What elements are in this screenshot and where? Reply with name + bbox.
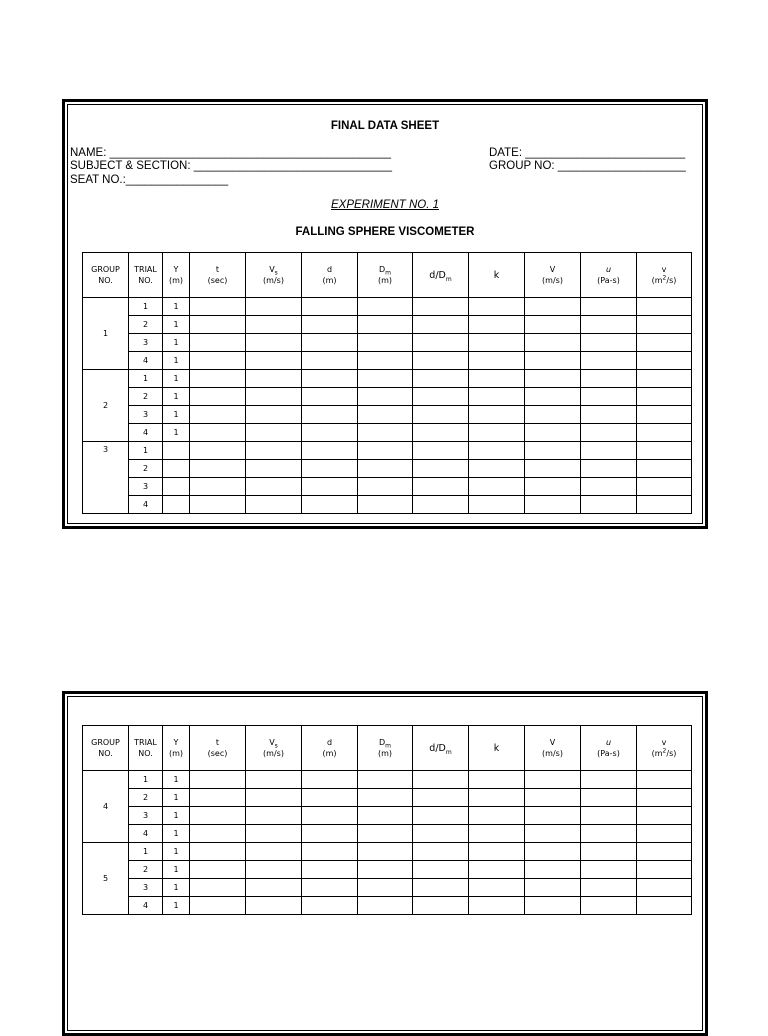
entry-cell[interactable] xyxy=(190,460,246,478)
entry-cell[interactable] xyxy=(246,442,302,460)
table-row xyxy=(83,352,692,370)
entry-cell[interactable] xyxy=(246,298,302,316)
entry-cell[interactable] xyxy=(358,843,413,861)
entry-cell[interactable] xyxy=(190,879,246,897)
table-row xyxy=(83,861,692,879)
entry-cell[interactable] xyxy=(413,370,469,388)
table-row xyxy=(83,496,692,514)
subject-section-field[interactable]: SUBJECT & SECTION: _______________________________ xyxy=(70,160,393,172)
y-cell: 1 xyxy=(163,807,190,825)
entry-cell[interactable] xyxy=(302,496,358,514)
header-y: Y (m) xyxy=(163,253,190,298)
entry-cell[interactable] xyxy=(358,460,413,478)
header-v: V (m/s) xyxy=(525,726,581,771)
entry-cell[interactable] xyxy=(637,406,692,424)
header-t: t (sec) xyxy=(190,726,246,771)
trial-no-cell: 1 xyxy=(129,370,163,388)
entry-cell[interactable] xyxy=(413,789,469,807)
entry-cell[interactable] xyxy=(525,825,581,843)
entry-cell[interactable] xyxy=(413,771,469,789)
data-sheet-page-1 xyxy=(62,99,708,529)
entry-cell[interactable] xyxy=(525,843,581,861)
entry-cell[interactable] xyxy=(358,316,413,334)
entry-cell[interactable] xyxy=(358,478,413,496)
data-table xyxy=(82,252,692,514)
entry-cell[interactable] xyxy=(525,334,581,352)
entry-cell[interactable] xyxy=(469,879,525,897)
entry-cell[interactable] xyxy=(469,334,525,352)
entry-cell[interactable] xyxy=(190,406,246,424)
entry-cell[interactable] xyxy=(637,789,692,807)
entry-cell[interactable] xyxy=(413,496,469,514)
entry-cell[interactable] xyxy=(469,406,525,424)
entry-cell[interactable] xyxy=(246,879,302,897)
entry-cell[interactable] xyxy=(358,406,413,424)
table-row xyxy=(83,442,692,460)
entry-cell[interactable] xyxy=(413,424,469,442)
trial-no-cell: 4 xyxy=(129,352,163,370)
y-cell xyxy=(163,460,190,478)
y-cell xyxy=(163,496,190,514)
entry-cell[interactable] xyxy=(302,442,358,460)
table-row xyxy=(83,316,692,334)
experiment-heading: EXPERIMENT NO. 1 xyxy=(331,199,439,211)
table-row xyxy=(83,334,692,352)
header-t: t (sec) xyxy=(190,253,246,298)
entry-cell[interactable] xyxy=(190,897,246,915)
entry-cell[interactable] xyxy=(358,298,413,316)
entry-cell[interactable] xyxy=(581,496,637,514)
y-cell: 1 xyxy=(163,861,190,879)
trial-no-cell: 2 xyxy=(129,789,163,807)
entry-cell[interactable] xyxy=(302,298,358,316)
entry-cell[interactable] xyxy=(637,843,692,861)
entry-cell[interactable] xyxy=(246,406,302,424)
entry-cell[interactable] xyxy=(581,442,637,460)
entry-cell[interactable] xyxy=(302,843,358,861)
trial-no-cell: 4 xyxy=(129,496,163,514)
trial-no-cell: 3 xyxy=(129,807,163,825)
entry-cell[interactable] xyxy=(358,442,413,460)
entry-cell[interactable] xyxy=(413,388,469,406)
entry-cell[interactable] xyxy=(413,334,469,352)
entry-cell[interactable] xyxy=(246,897,302,915)
entry-cell[interactable] xyxy=(469,843,525,861)
y-cell: 1 xyxy=(163,879,190,897)
trial-no-cell: 4 xyxy=(129,825,163,843)
entry-cell[interactable] xyxy=(525,298,581,316)
entry-cell[interactable] xyxy=(302,478,358,496)
entry-cell[interactable] xyxy=(469,807,525,825)
entry-cell[interactable] xyxy=(358,897,413,915)
entry-cell[interactable] xyxy=(190,388,246,406)
entry-cell[interactable] xyxy=(581,352,637,370)
entry-cell[interactable] xyxy=(358,825,413,843)
seat-no-field[interactable]: SEAT NO.:________________ xyxy=(70,174,229,186)
entry-cell[interactable] xyxy=(190,298,246,316)
entry-cell[interactable] xyxy=(190,334,246,352)
group-no-field[interactable]: GROUP NO: ____________________ xyxy=(489,160,686,172)
entry-cell[interactable] xyxy=(358,370,413,388)
entry-cell[interactable] xyxy=(525,352,581,370)
entry-cell[interactable] xyxy=(246,424,302,442)
table-row xyxy=(83,789,692,807)
y-cell xyxy=(163,478,190,496)
y-cell xyxy=(163,442,190,460)
entry-cell[interactable] xyxy=(413,897,469,915)
entry-cell[interactable] xyxy=(413,352,469,370)
group-no-cell: 1 xyxy=(83,298,129,370)
trial-no-cell: 1 xyxy=(129,771,163,789)
entry-cell[interactable] xyxy=(302,460,358,478)
y-cell: 1 xyxy=(163,388,190,406)
entry-cell[interactable] xyxy=(525,771,581,789)
table-row xyxy=(83,825,692,843)
entry-cell[interactable] xyxy=(413,861,469,879)
entry-cell[interactable] xyxy=(525,316,581,334)
entry-cell[interactable] xyxy=(581,370,637,388)
entry-cell[interactable] xyxy=(302,406,358,424)
trial-no-cell: 3 xyxy=(129,879,163,897)
data-table xyxy=(82,725,692,915)
entry-cell[interactable] xyxy=(637,316,692,334)
entry-cell[interactable] xyxy=(581,789,637,807)
entry-cell[interactable] xyxy=(525,478,581,496)
entry-cell[interactable] xyxy=(190,771,246,789)
entry-cell[interactable] xyxy=(302,370,358,388)
entry-cell[interactable] xyxy=(525,897,581,915)
table-row xyxy=(83,807,692,825)
experiment-subtitle: FALLING SPHERE VISCOMETER xyxy=(295,226,475,238)
entry-cell[interactable] xyxy=(190,424,246,442)
entry-cell[interactable] xyxy=(581,334,637,352)
entry-cell[interactable] xyxy=(637,879,692,897)
y-cell: 1 xyxy=(163,334,190,352)
date-field[interactable]: DATE: _________________________ xyxy=(489,147,686,159)
entry-cell[interactable] xyxy=(413,843,469,861)
entry-cell[interactable] xyxy=(525,496,581,514)
entry-cell[interactable] xyxy=(413,442,469,460)
entry-cell[interactable] xyxy=(190,316,246,334)
table-row xyxy=(83,460,692,478)
entry-cell[interactable] xyxy=(302,861,358,879)
y-cell: 1 xyxy=(163,424,190,442)
trial-no-cell: 3 xyxy=(129,334,163,352)
table-row xyxy=(83,388,692,406)
trial-no-cell: 2 xyxy=(129,388,163,406)
entry-cell[interactable] xyxy=(637,352,692,370)
entry-cell[interactable] xyxy=(190,807,246,825)
entry-cell[interactable] xyxy=(581,807,637,825)
entry-cell[interactable] xyxy=(302,825,358,843)
entry-cell[interactable] xyxy=(525,861,581,879)
entry-cell[interactable] xyxy=(469,352,525,370)
header-mu: u (Pa-s) xyxy=(581,253,637,298)
entry-cell[interactable] xyxy=(637,388,692,406)
entry-cell[interactable] xyxy=(302,897,358,915)
entry-cell[interactable] xyxy=(358,334,413,352)
y-cell: 1 xyxy=(163,897,190,915)
entry-cell[interactable] xyxy=(190,478,246,496)
header-k: k xyxy=(469,726,525,771)
entry-cell[interactable] xyxy=(637,807,692,825)
trial-no-cell: 1 xyxy=(129,298,163,316)
table-row xyxy=(83,897,692,915)
entry-cell[interactable] xyxy=(637,825,692,843)
header-d-over-dm: $d/D_m$ xyxy=(413,726,469,771)
table-row xyxy=(83,771,692,789)
header-dm: $D_m$ (m) xyxy=(358,253,413,298)
entry-cell[interactable] xyxy=(525,879,581,897)
header-v: V (m/s) xyxy=(525,253,581,298)
y-cell: 1 xyxy=(163,825,190,843)
entry-cell[interactable] xyxy=(637,897,692,915)
header-vs: $V_s$ (m/s) xyxy=(246,726,302,771)
entry-cell[interactable] xyxy=(581,771,637,789)
trial-no-cell: 2 xyxy=(129,460,163,478)
entry-cell[interactable] xyxy=(246,861,302,879)
header-row xyxy=(83,726,692,771)
entry-cell[interactable] xyxy=(469,789,525,807)
entry-cell[interactable] xyxy=(469,897,525,915)
header-nu: v $(m^2/s)$ xyxy=(637,726,692,771)
entry-cell[interactable] xyxy=(637,334,692,352)
entry-cell[interactable] xyxy=(413,316,469,334)
entry-cell[interactable] xyxy=(190,496,246,514)
entry-cell[interactable] xyxy=(469,861,525,879)
entry-cell[interactable] xyxy=(358,789,413,807)
header-d: d (m) xyxy=(302,726,358,771)
entry-cell[interactable] xyxy=(581,825,637,843)
entry-cell[interactable] xyxy=(246,352,302,370)
entry-cell[interactable] xyxy=(358,771,413,789)
entry-cell[interactable] xyxy=(413,825,469,843)
entry-cell[interactable] xyxy=(637,460,692,478)
trial-no-cell: 4 xyxy=(129,424,163,442)
table-row xyxy=(83,424,692,442)
entry-cell[interactable] xyxy=(637,370,692,388)
entry-cell[interactable] xyxy=(469,496,525,514)
entry-cell[interactable] xyxy=(525,424,581,442)
entry-cell[interactable] xyxy=(469,478,525,496)
entry-cell[interactable] xyxy=(302,789,358,807)
entry-cell[interactable] xyxy=(581,298,637,316)
header-trial-no: TRIAL NO. xyxy=(129,253,163,298)
entry-cell[interactable] xyxy=(581,388,637,406)
header-mu: u (Pa-s) xyxy=(581,726,637,771)
entry-cell[interactable] xyxy=(190,861,246,879)
table-row xyxy=(83,843,692,861)
entry-cell[interactable] xyxy=(246,334,302,352)
entry-cell[interactable] xyxy=(246,316,302,334)
y-cell: 1 xyxy=(163,316,190,334)
entry-cell[interactable] xyxy=(358,496,413,514)
entry-cell[interactable] xyxy=(302,424,358,442)
trial-no-cell: 3 xyxy=(129,406,163,424)
trial-no-cell: 4 xyxy=(129,897,163,915)
sheet-title: FINAL DATA SHEET xyxy=(330,120,440,132)
header-row xyxy=(83,253,692,298)
entry-cell[interactable] xyxy=(190,843,246,861)
group-no-cell: 2 xyxy=(83,370,129,442)
entry-cell[interactable] xyxy=(581,460,637,478)
entry-cell[interactable] xyxy=(581,424,637,442)
entry-cell[interactable] xyxy=(302,316,358,334)
entry-cell[interactable] xyxy=(302,334,358,352)
entry-cell[interactable] xyxy=(302,388,358,406)
trial-no-cell: 1 xyxy=(129,843,163,861)
entry-cell[interactable] xyxy=(302,807,358,825)
entry-cell[interactable] xyxy=(637,496,692,514)
header-nu: v $(m^2/s)$ xyxy=(637,253,692,298)
trial-no-cell: 3 xyxy=(129,478,163,496)
entry-cell[interactable] xyxy=(190,789,246,807)
entry-cell[interactable] xyxy=(190,825,246,843)
entry-cell[interactable] xyxy=(246,460,302,478)
entry-cell[interactable] xyxy=(190,352,246,370)
entry-cell[interactable] xyxy=(413,807,469,825)
header-d-over-dm: $d/D_m$ xyxy=(413,253,469,298)
entry-cell[interactable] xyxy=(302,771,358,789)
entry-cell[interactable] xyxy=(525,460,581,478)
entry-cell[interactable] xyxy=(525,807,581,825)
entry-cell[interactable] xyxy=(190,370,246,388)
entry-cell[interactable] xyxy=(637,298,692,316)
header-dm: $D_m$ (m) xyxy=(358,726,413,771)
entry-cell[interactable] xyxy=(246,825,302,843)
entry-cell[interactable] xyxy=(581,861,637,879)
table-row xyxy=(83,478,692,496)
entry-cell[interactable] xyxy=(581,406,637,424)
y-cell: 1 xyxy=(163,298,190,316)
entry-cell[interactable] xyxy=(469,388,525,406)
table-row xyxy=(83,406,692,424)
entry-cell[interactable] xyxy=(581,843,637,861)
table-row xyxy=(83,370,692,388)
entry-cell[interactable] xyxy=(637,861,692,879)
entry-cell[interactable] xyxy=(358,861,413,879)
table-row xyxy=(83,879,692,897)
entry-cell[interactable] xyxy=(469,442,525,460)
header-group-no: GROUP NO. xyxy=(83,726,129,771)
entry-cell[interactable] xyxy=(246,789,302,807)
y-cell: 1 xyxy=(163,352,190,370)
entry-cell[interactable] xyxy=(525,370,581,388)
entry-cell[interactable] xyxy=(358,424,413,442)
entry-cell[interactable] xyxy=(581,897,637,915)
entry-cell[interactable] xyxy=(469,316,525,334)
entry-cell[interactable] xyxy=(302,352,358,370)
entry-cell[interactable] xyxy=(525,789,581,807)
entry-cell[interactable] xyxy=(413,879,469,897)
entry-cell[interactable] xyxy=(581,478,637,496)
header-group-no: GROUP NO. xyxy=(83,253,129,298)
y-cell: 1 xyxy=(163,771,190,789)
entry-cell[interactable] xyxy=(358,807,413,825)
entry-cell[interactable] xyxy=(525,442,581,460)
entry-cell[interactable] xyxy=(413,406,469,424)
entry-cell[interactable] xyxy=(302,879,358,897)
name-field[interactable]: NAME: ____________________________________________ xyxy=(70,147,392,159)
header-y: Y (m) xyxy=(163,726,190,771)
y-cell: 1 xyxy=(163,370,190,388)
entry-cell[interactable] xyxy=(246,496,302,514)
entry-cell[interactable] xyxy=(525,388,581,406)
entry-cell[interactable] xyxy=(637,771,692,789)
data-sheet-page-2 xyxy=(62,691,708,1036)
entry-cell[interactable] xyxy=(581,879,637,897)
entry-cell[interactable] xyxy=(413,460,469,478)
y-cell: 1 xyxy=(163,406,190,424)
trial-no-cell: 2 xyxy=(129,861,163,879)
header-vs: $V_s$ (m/s) xyxy=(246,253,302,298)
y-cell: 1 xyxy=(163,843,190,861)
entry-cell[interactable] xyxy=(246,370,302,388)
table-row xyxy=(83,298,692,316)
entry-cell[interactable] xyxy=(413,298,469,316)
group-no-cell: 3 xyxy=(83,442,129,514)
group-no-cell: 5 xyxy=(83,843,129,915)
header-k: k xyxy=(469,253,525,298)
entry-cell[interactable] xyxy=(469,825,525,843)
header-d: d (m) xyxy=(302,253,358,298)
entry-cell[interactable] xyxy=(637,424,692,442)
trial-no-cell: 1 xyxy=(129,442,163,460)
trial-no-cell: 2 xyxy=(129,316,163,334)
entry-cell[interactable] xyxy=(246,771,302,789)
entry-cell[interactable] xyxy=(469,460,525,478)
entry-cell[interactable] xyxy=(469,424,525,442)
entry-cell[interactable] xyxy=(358,388,413,406)
entry-cell[interactable] xyxy=(469,370,525,388)
entry-cell[interactable] xyxy=(469,771,525,789)
entry-cell[interactable] xyxy=(469,298,525,316)
entry-cell[interactable] xyxy=(246,807,302,825)
entry-cell[interactable] xyxy=(637,442,692,460)
entry-cell[interactable] xyxy=(246,843,302,861)
group-no-cell: 4 xyxy=(83,771,129,843)
header-trial-no: TRIAL NO. xyxy=(129,726,163,771)
entry-cell[interactable] xyxy=(246,388,302,406)
entry-cell[interactable] xyxy=(190,442,246,460)
entry-cell[interactable] xyxy=(637,478,692,496)
entry-cell[interactable] xyxy=(413,478,469,496)
entry-cell[interactable] xyxy=(525,406,581,424)
entry-cell[interactable] xyxy=(358,352,413,370)
y-cell: 1 xyxy=(163,789,190,807)
entry-cell[interactable] xyxy=(246,478,302,496)
entry-cell[interactable] xyxy=(581,316,637,334)
entry-cell[interactable] xyxy=(358,879,413,897)
